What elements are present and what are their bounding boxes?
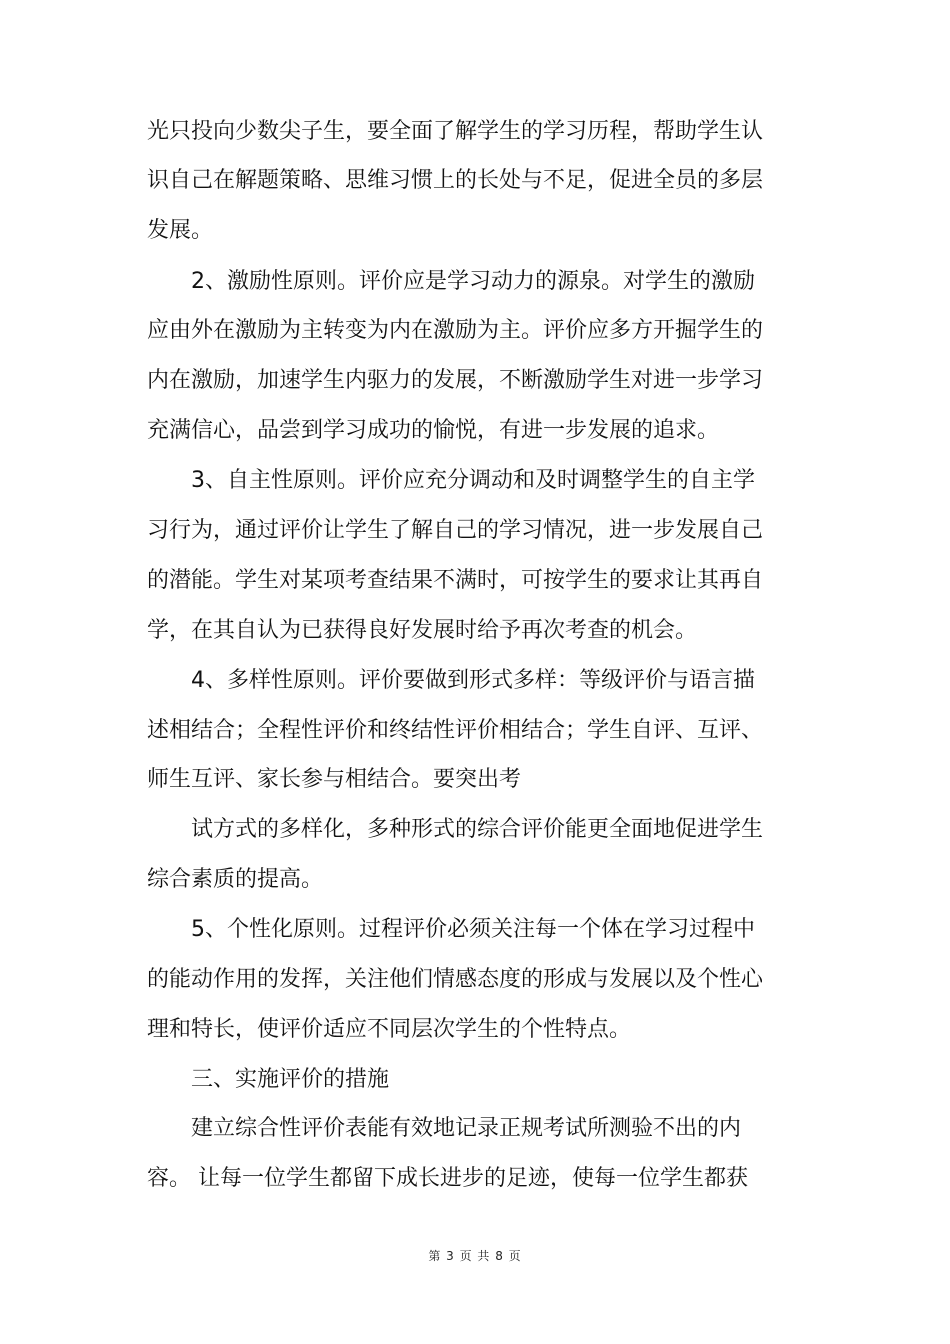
text-line: 发展。 — [147, 218, 214, 243]
text-line: 综合素质的提高。 — [147, 867, 324, 892]
text-line: 容。 让每一位学生都留下成长进步的足迹，使每一位学生都获 — [147, 1166, 748, 1191]
text-line: 建立综合性评价表能有效地记录正规考试所测验不出的内 — [191, 1116, 742, 1141]
text-line: 学，在其自认为已获得良好发展时给予再次考查的机会。 — [147, 618, 698, 643]
text-line: 5、个性化原则。过程评价必须关注每一个体在学习过程中 — [191, 917, 755, 942]
page-footer: 第 3 页 共 8 页 — [428, 1249, 522, 1263]
text-line: 3、自主性原则。评价应充分调动和及时调整学生的自主学 — [191, 468, 755, 493]
text-line: 应由外在激励为主转变为内在激励为主。评价应多方开掘学生的 — [147, 318, 764, 343]
text-line: 充满信心，品尝到学习成功的愉悦，有进一步发展的追求。 — [147, 418, 720, 443]
text-line: 试方式的多样化，多种形式的综合评价能更全面地促进学生 — [191, 817, 764, 842]
text-line: 师生互评、家长参与相结合。要突出考 — [147, 767, 522, 792]
text-line: 的潜能。学生对某项考查结果不满时，可按学生的要求让其再自 — [147, 568, 764, 593]
text-line: 理和特长，使评价适应不同层次学生的个性特点。 — [147, 1017, 632, 1042]
text-line: 光只投向少数尖子生，要全面了解学生的学习历程，帮助学生认 — [147, 119, 764, 144]
text-line: 4、多样性原则。评价要做到形式多样：等级评价与语言描 — [191, 668, 755, 693]
text-line: 2、激励性原则。评价应是学习动力的源泉。对学生的激励 — [191, 269, 755, 294]
text-line: 习行为，通过评价让学生了解自己的学习情况，进一步发展自己 — [147, 518, 764, 543]
text-line: 述相结合；全程性评价和终结性评价相结合；学生自评、互评、 — [147, 718, 764, 743]
text-line: 识自己在解题策略、思维习惯上的长处与不足，促进全员的多层 — [147, 168, 764, 193]
text-line: 内在激励，加速学生内驱力的发展，不断激励学生对进一步学习 — [147, 368, 764, 393]
text-line: 的能动作用的发挥，关注他们情感态度的形成与发展以及个性心 — [147, 967, 764, 992]
section-heading: 三、实施评价的措施 — [191, 1067, 390, 1092]
